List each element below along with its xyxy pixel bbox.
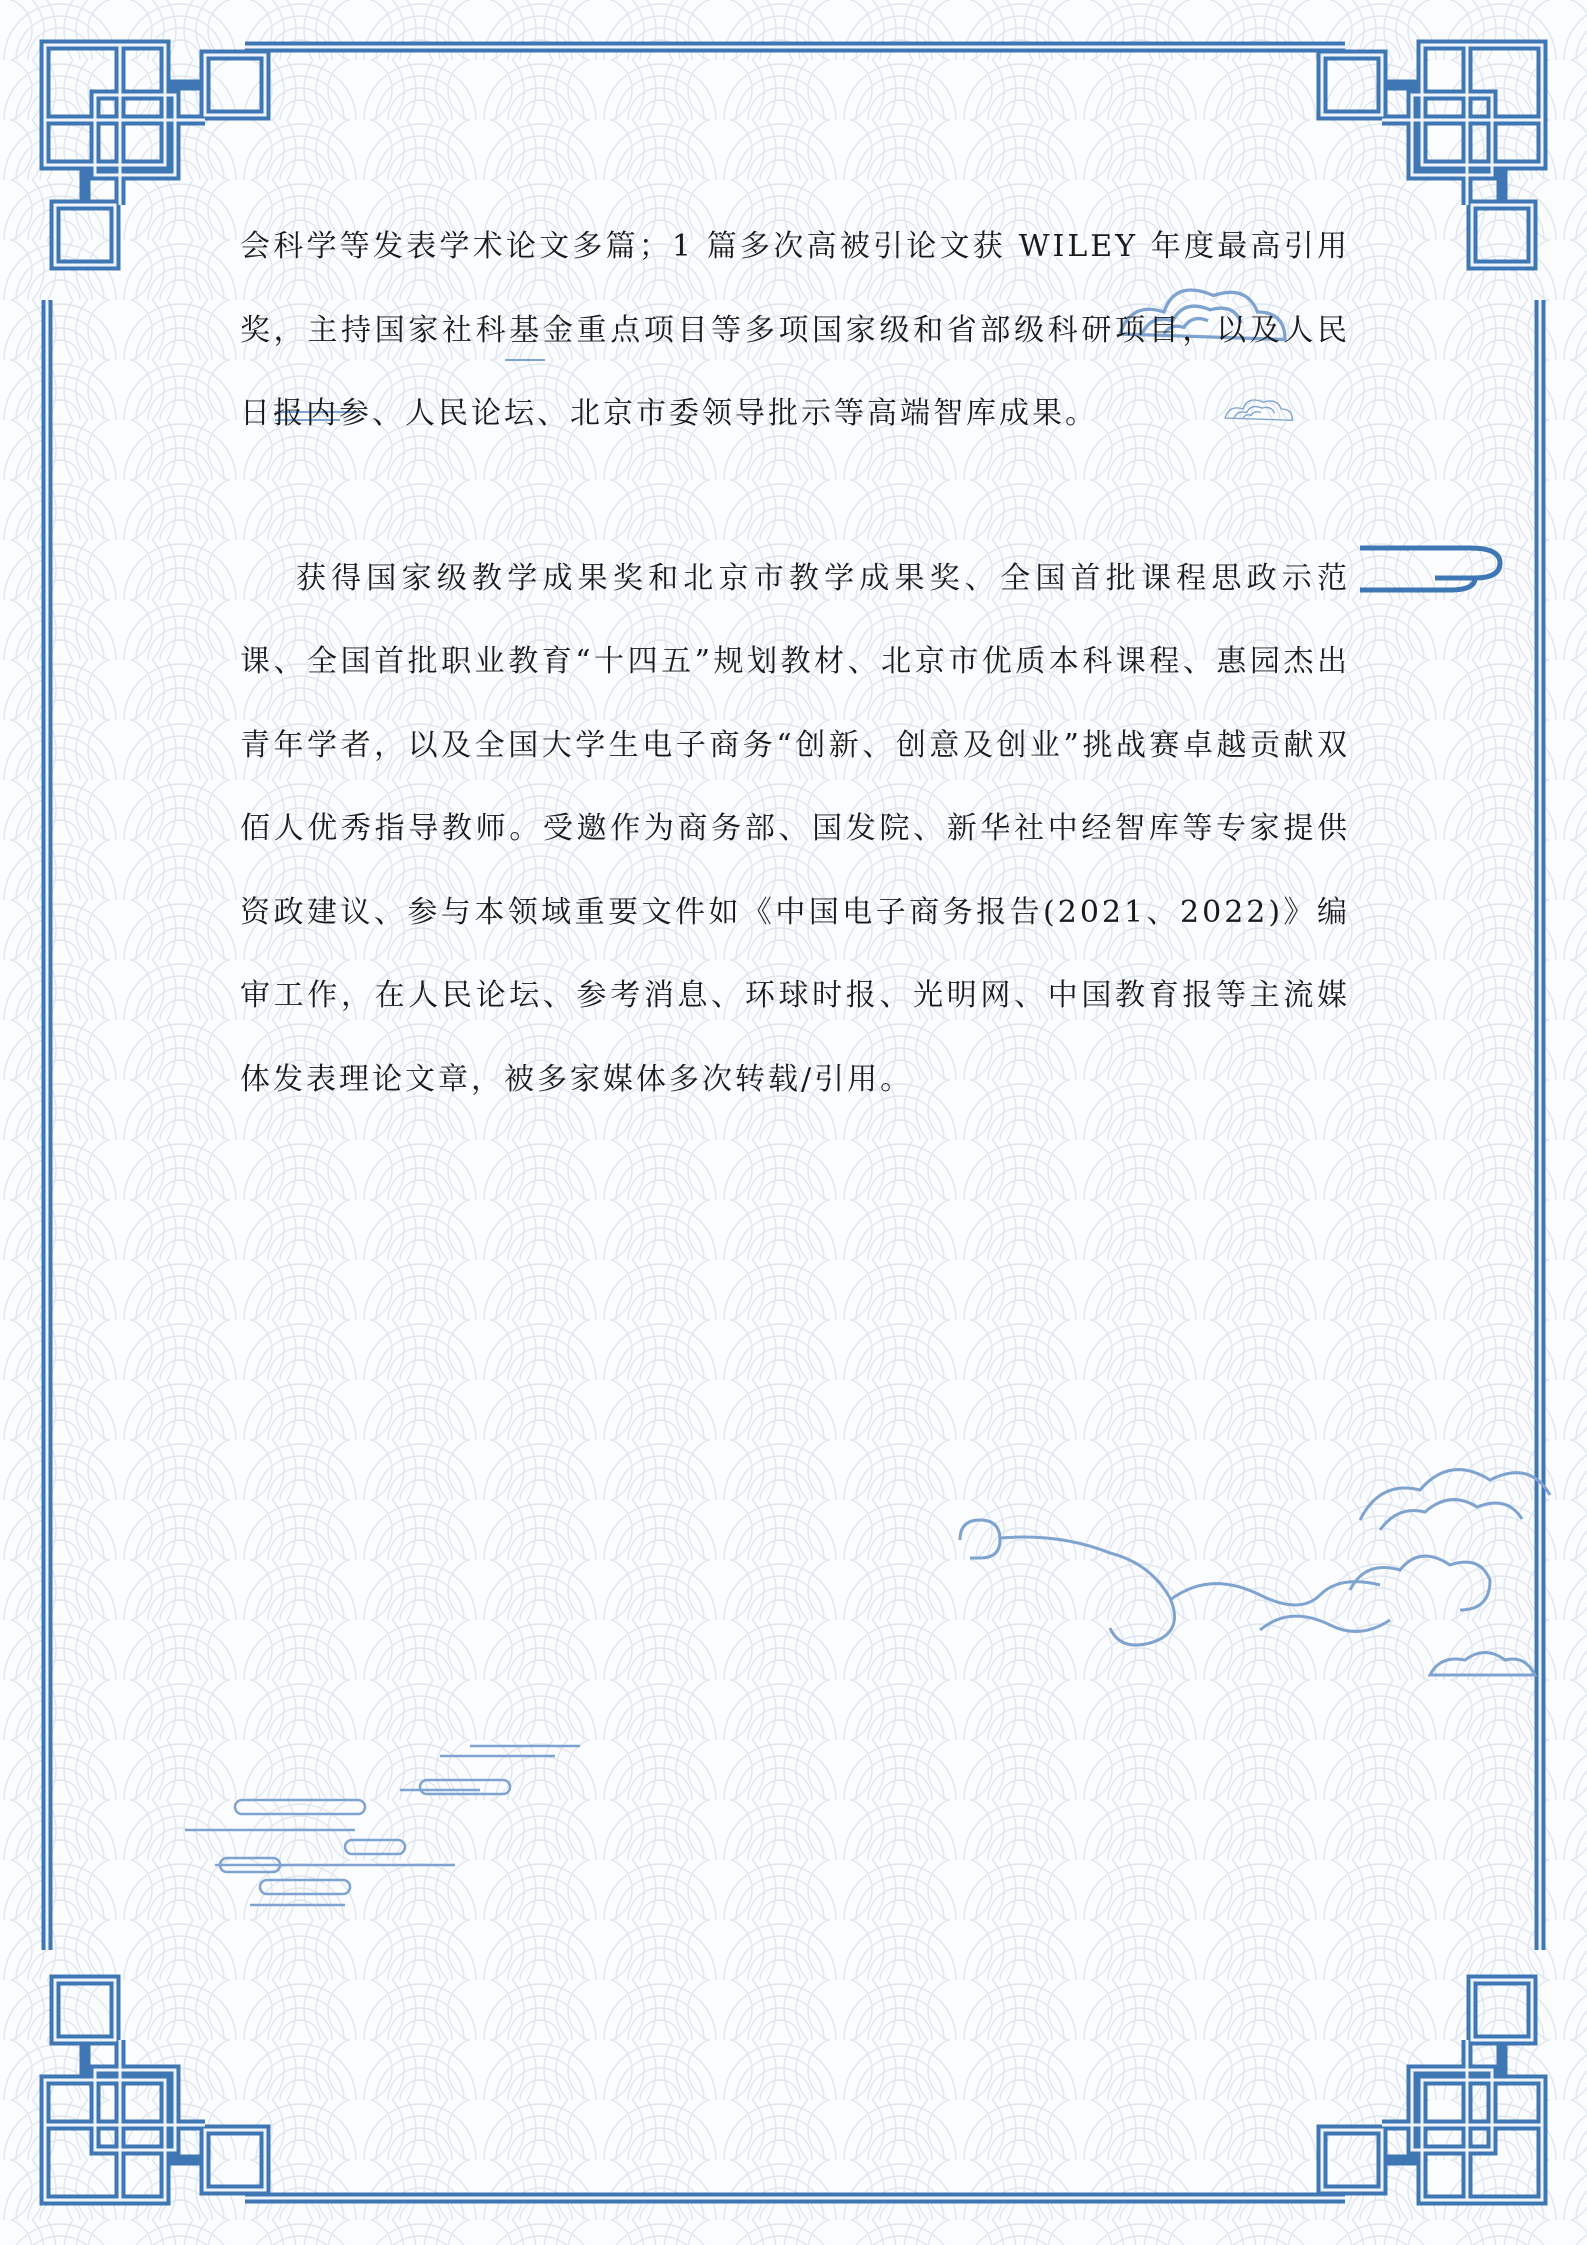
paragraph-awards <box>240 537 1350 1122</box>
text-line: 被多家媒体多次转载/引用。 <box>504 1061 914 1097</box>
text-line: 主持国家社科基金重点项目等多项国家级和省部级科研项目，以及人民日报内 <box>240 312 1350 431</box>
text-line: 参、人民论坛、北京市委领导批示等高端智库成果。 <box>339 396 1098 431</box>
paragraph-publications <box>240 205 1350 456</box>
text-line: 者，以及全国大学生电子商务“创新、创意及创业”挑战赛卓越贡献双佰人优 <box>240 727 1350 846</box>
text-line: 参与本领域重要文件如《中国电子商务报告(2021、2022)》编审工作，在人民 <box>240 894 1351 1013</box>
text-line: 论坛、参考消息、环球时报、光明网、中国教育报等主流媒体发表理论文章， <box>240 978 1350 1097</box>
text-line: 国首批职业教育“十四五”规划教材、北京市优质本科课程、惠园杰出青年学 <box>240 644 1350 763</box>
text-line: 秀指导教师。受邀作为商务部、国发院、新华社中经智库等专家提供资政建议、 <box>240 811 1350 930</box>
text-line: 获得国家级教学成果奖和北京市教学成果奖、全国首批课程思政示范课、全 <box>240 560 1350 679</box>
text-line: 会科学等发表学术论文多篇；1 篇多次高被引论文获 WILEY 年度最高引用奖， <box>240 229 1350 348</box>
document-body <box>240 205 1350 1121</box>
